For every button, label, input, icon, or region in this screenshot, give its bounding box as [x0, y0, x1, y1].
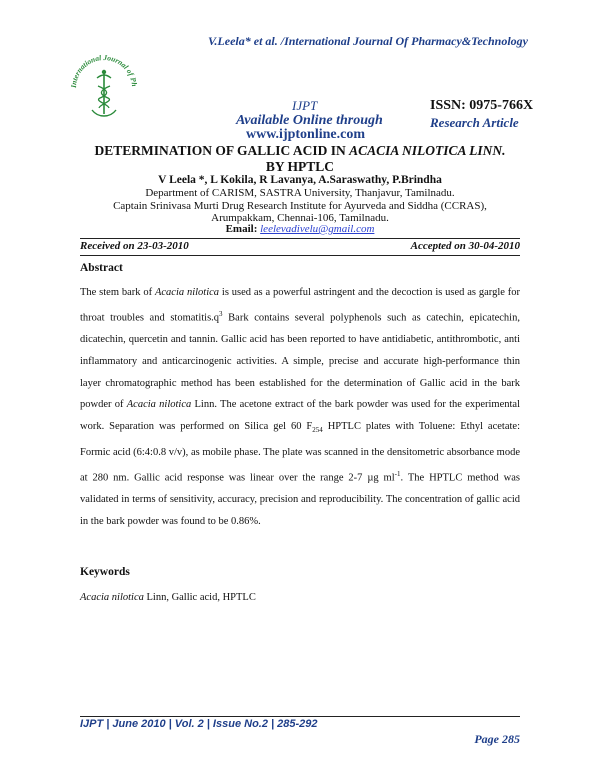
divider-bottom [80, 255, 520, 256]
title-line1: DETERMINATION OF GALLIC ACID IN [94, 143, 350, 158]
dates-row [80, 240, 520, 252]
journal-logo [64, 48, 144, 128]
affiliation-2: Captain Srinivasa Murti Drug Research Institute for Ayurveda and Siddha (CCRAS), [113, 200, 487, 212]
page-number: Page 285 [474, 732, 520, 746]
journal-website-link[interactable]: www.ijptonline.com [246, 127, 365, 142]
logo-text: International Journal of Ph [68, 52, 140, 89]
authors: V Leela *, L Kokila, R Lavanya, A.Saraswathy, P.Brindha [158, 174, 442, 186]
abstract-body: The stem bark of Acacia nilotica is used as a powerful astringent and the decoction is used as gargle for throat troubles and $stomatitis.q^3$ Bark contains several polyphenols such as catechin, epicatechin, dicatechin, quercetin and tannin. Gallic acid has been reported to have antidiabetic, antithrombotic, anti inflammatory and anticarcinogenic activities. A simple, precise and accurate high-performance thin layer chromatographic method has been established for the determination of Gallic acid in the bark powder of Acacia nilotica Linn. The acetone extract of the bark powder was used for the experimental work. Separation was performed on Silica gel 60 $F_{254}$ HPTLC plates with Toluene: Ethyl acetate: Formic acid (6:4:0.8 v/v), as mobile phase. The plate was scanned in the densitometric absorbance mode at 280 nm. Gallic acid response was linear over the range 2-7 µg $ml^{-1}$. The HPTLC method was validated in terms of sensitivity, accuracy, precision and reproducibility. The concentration of gallic acid in the bark powder was found to be 0.86%. [80, 287, 521, 528]
keywords-heading: Keywords [80, 566, 130, 578]
article-title-line2: BY HPTLC [265, 159, 335, 174]
svg-text:International Journal of Pharm [64, 48, 139, 89]
received-date: Received on 23-03-2010 [80, 240, 189, 252]
footer-citation: IJPT | June 2010 | Vol. 2 | Issue No.2 | 285-292 [80, 718, 318, 730]
journal-abbr: IJPT [292, 98, 318, 113]
affiliation-3: Arumpakkam, Chennai-106, Tamilnadu. [211, 212, 389, 224]
title-species: ACACIA NILOTICA LINN. [349, 143, 506, 158]
abstract-heading: Abstract [80, 262, 123, 274]
article-title [60, 143, 540, 159]
email-link[interactable]: leelevadivelu@gmail.com [260, 223, 375, 235]
article-type: Research Article [430, 115, 519, 130]
affiliation-1: Department of CARISM, SASTRA University, Thanjavur, Tamilnadu. [145, 187, 455, 199]
email-label: Email: [225, 223, 258, 235]
divider-top [80, 238, 520, 239]
issn: ISSN: 0975-766X [430, 98, 534, 113]
keywords: Acacia nilotica Linn, Gallic acid, HPTLC [80, 592, 256, 603]
running-head: V.Leela* et al. /International Journal Of Pharmacy&Technology [207, 34, 528, 48]
available-online: Available Online through [236, 113, 383, 128]
email-line [60, 223, 540, 235]
accepted-date: Accepted on 30-04-2010 [410, 240, 520, 252]
footer-divider [80, 716, 520, 717]
caduceus-icon [92, 70, 116, 116]
